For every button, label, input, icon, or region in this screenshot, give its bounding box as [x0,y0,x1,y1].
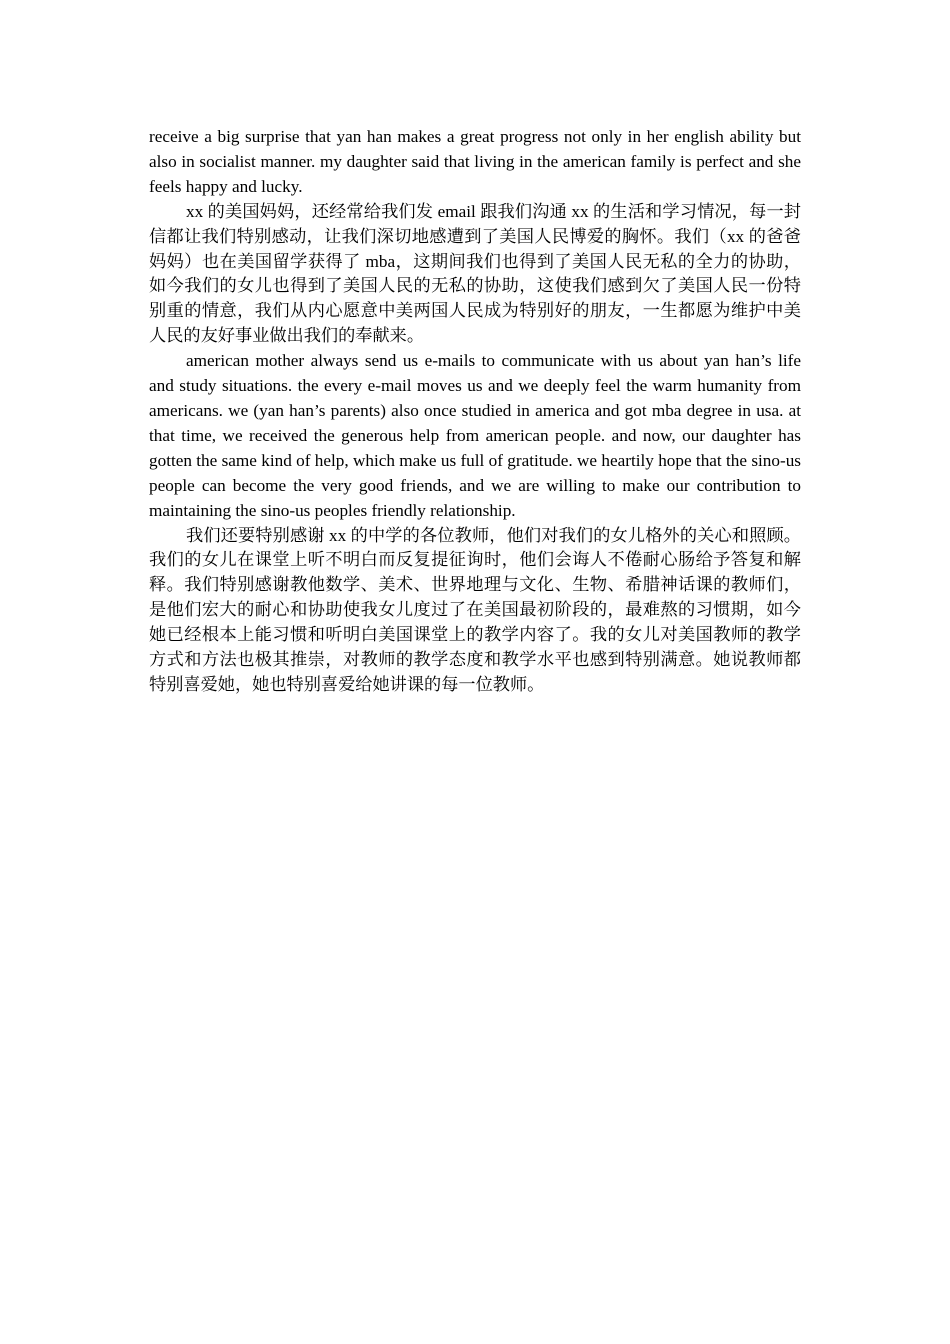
document-body [149,125,801,698]
paragraph-chinese-american-mother: xx 的美国妈妈，还经常给我们发 email 跟我们沟通 xx 的生活和学习情况，每一封信都让我们特别感动，让我们深切地感遭到了美国人民博爱的胸怀。我们（xx 的爸爸妈妈）也在美国留学获得了 mba，这期间我们也得到了美国人民无私的全力的协助，如今我们的女儿也得到了美国人民的无私的协助，这使我们感到欠了美国人民一份特别重的情意，我们从内心愿意中美两国人民成为特别好的朋友，一生都愿为维护中美人民的友好事业做出我们的奉献来。 [149,201,801,346]
paragraph-english-american-mother: american mother always send us e-mails to communicate with us about yan han’s life and study situations. the every e-mail moves us and we deeply feel the warm humanity from americans. we (yan han’s parents) also once studied in america and got mba degree in usa. at that time, we received the generous help from american people. and now, our daughter has gotten the same kind of help, which make us full of gratitude. we heartily hope that the sino-us people can become the very good friends, and we are willing to make our contribution to maintaining the sino-us peoples friendly relationship. [149,351,801,520]
paragraph-english-continuation: receive a big surprise that yan han makes a great progress not only in her english ability but also in socialist manner. my daughter said that living in the american family is perfect and she feels happy and lucky. [149,127,801,196]
paragraph-chinese-teachers: 我们还要特别感谢 xx 的中学的各位教师，他们对我们的女儿格外的关心和照顾。我们的女儿在课堂上听不明白而反复提征询时，他们会诲人不倦耐心肠给予答复和解释。我们特别感谢教他数学、美术、世界地理与文化、生物、希腊神话课的教师们，是他们宏大的耐心和协助使我女儿度过了在美国最初阶段的，最难熬的习惯期，如今她已经根本上能习惯和听明白美国课堂上的教学内容了。我的女儿对美国教师的教学方式和方法也极其推崇，对教师的教学态度和教学水平也感到特别满意。她说教师都特别喜爱她，她也特别喜爱给她讲课的每一位教师。 [149,525,801,694]
